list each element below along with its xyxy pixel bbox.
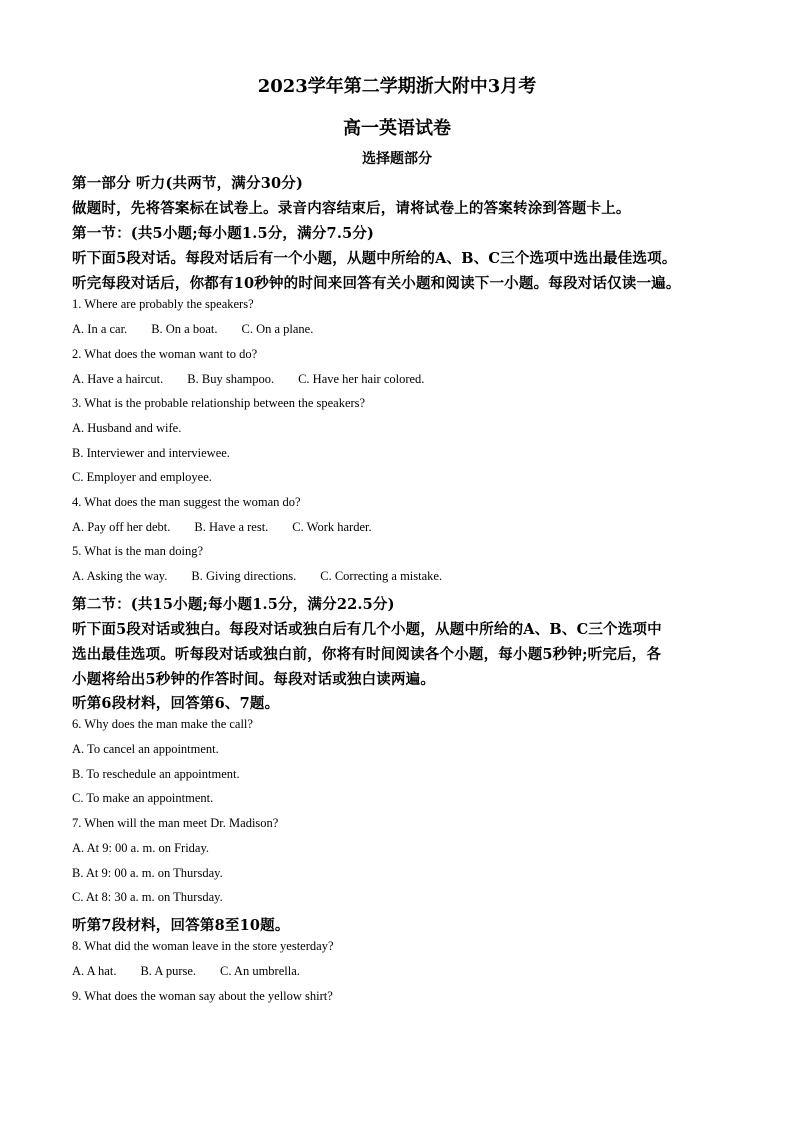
- option-a: A. A hat.: [72, 964, 117, 978]
- option-c: C. At 8: 30 a. m. on Thursday.: [72, 890, 223, 904]
- option-a: A. Husband and wife.: [72, 421, 182, 435]
- section-label: 选择题部分: [362, 151, 432, 167]
- section1-heading: 第一节：(共5小题;每小题1.5分，满分7.5分): [72, 225, 375, 242]
- question-2-options: [72, 372, 448, 387]
- section2-instruction-1: 听下面5段对话或独白。每段对话或独白后有几个小题，从题中所给的A、B、C三个选项中: [72, 621, 662, 638]
- section2-instruction-3: 小题将给出5秒钟的作答时间。每段对话或独白读两遍。: [72, 671, 436, 688]
- option-c: C. On a plane.: [241, 322, 314, 336]
- part1-instruction: 做题时，先将答案标在试卷上。录音内容结束后，请将试卷上的答案转涂到答题卡上。: [72, 200, 631, 217]
- question-6: 6. Why does the man make the call?: [72, 717, 253, 731]
- section2-heading: 第二节：(共15小题;每小题1.5分，满分22.5分): [72, 596, 395, 613]
- question-1-options: [72, 322, 337, 337]
- question-8: 8. What did the woman leave in the store yesterday?: [72, 939, 334, 953]
- option-b: B. To reschedule an appointment.: [72, 767, 240, 781]
- exam-title: 2023学年第二学期浙大附中3月考: [257, 76, 537, 97]
- option-b: B. A purse.: [140, 964, 197, 978]
- question-8-options: [72, 964, 324, 979]
- option-c: C. To make an appointment.: [72, 791, 214, 805]
- option-c: C. An umbrella.: [220, 964, 300, 978]
- option-b: B. Interviewer and interviewee.: [72, 446, 230, 460]
- material-6-heading: 听第6段材料，回答第6、7题。: [72, 695, 280, 712]
- option-b: B. On a boat.: [151, 322, 218, 336]
- section2-instruction-2: 选出最佳选项。听每段对话或独白前，你将有时间阅读各个小题，每小题5秒钟;听完后，各: [72, 646, 662, 663]
- option-b: B. Giving directions.: [191, 569, 297, 583]
- option-c: C. Employer and employee.: [72, 470, 212, 484]
- option-c: C. Have her hair colored.: [298, 372, 425, 386]
- exam-subtitle: 高一英语试卷: [343, 118, 451, 139]
- question-4: 4. What does the man suggest the woman do?: [72, 495, 301, 509]
- option-a: A. Pay off her debt.: [72, 520, 171, 534]
- option-a: A. Asking the way.: [72, 569, 168, 583]
- option-a: A. Have a haircut.: [72, 372, 164, 386]
- option-c: C. Work harder.: [292, 520, 372, 534]
- option-a: A. To cancel an appointment.: [72, 742, 219, 756]
- material-7-heading: 听第7段材料，回答第8至10题。: [72, 917, 290, 934]
- question-1: 1. Where are probably the speakers?: [72, 297, 254, 311]
- question-3: 3. What is the probable relationship between the speakers?: [72, 396, 366, 410]
- question-2: 2. What does the woman want to do?: [72, 347, 258, 361]
- part1-heading: 第一部分 听力(共两节，满分30分): [72, 175, 304, 192]
- option-b: B. At 9: 00 a. m. on Thursday.: [72, 866, 223, 880]
- question-4-options: [72, 520, 396, 535]
- option-c: C. Correcting a mistake.: [320, 569, 443, 583]
- option-b: B. Buy shampoo.: [187, 372, 275, 386]
- question-9: 9. What does the woman say about the yellow shirt?: [72, 989, 333, 1003]
- question-5-options: [72, 569, 466, 584]
- option-a: A. In a car.: [72, 322, 128, 336]
- question-7: 7. When will the man meet Dr. Madison?: [72, 816, 279, 830]
- section1-instruction-2: 听完每段对话后，你都有10秒钟的时间来回答有关小题和阅读下一小题。每段对话仅读一遍。: [72, 275, 681, 292]
- question-5: 5. What is the man doing?: [72, 544, 203, 558]
- option-b: B. Have a rest.: [194, 520, 269, 534]
- option-a: A. At 9: 00 a. m. on Friday.: [72, 841, 210, 855]
- section1-instruction-1: 听下面5段对话。每段对话后有一个小题，从题中所给的A、B、C三个选项中选出最佳选项。: [72, 250, 677, 267]
